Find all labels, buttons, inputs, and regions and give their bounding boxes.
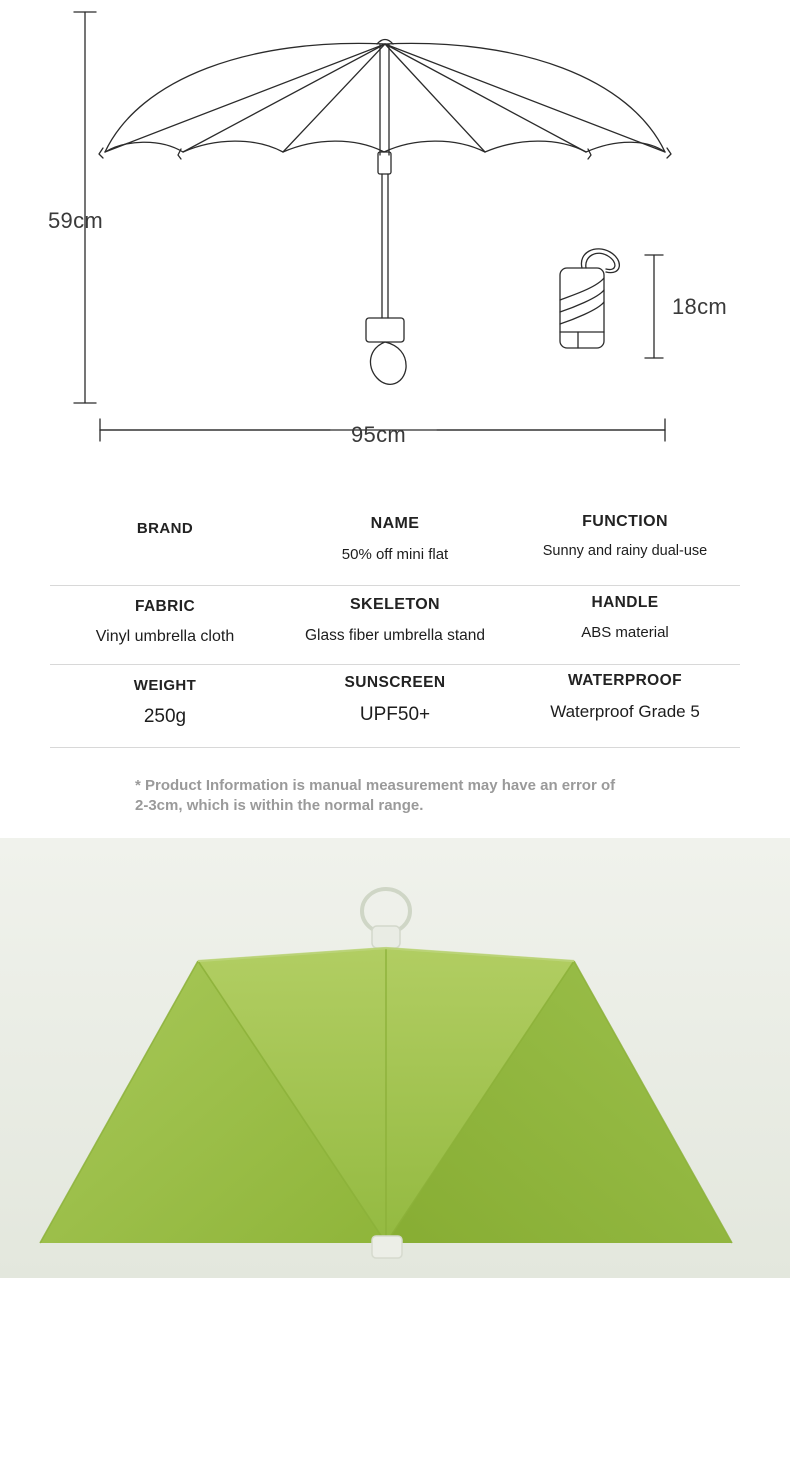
spec-table — [0, 480, 790, 748]
width-dimension-label: 95cm — [351, 422, 406, 447]
spec-row — [50, 588, 740, 665]
spec-key: FABRIC — [134, 598, 196, 615]
spec-value: ABS material — [581, 624, 669, 641]
product-photo — [0, 838, 790, 1278]
spec-value: Sunny and rainy dual-use — [542, 543, 708, 559]
spec-cell-skeleton — [280, 588, 510, 650]
spec-key: BRAND — [136, 520, 194, 537]
folded-dimension-label: 18cm — [672, 294, 727, 319]
spec-cell-name — [280, 510, 510, 571]
spec-key: SKELETON — [349, 596, 441, 613]
spec-row — [50, 667, 740, 748]
spec-row — [50, 510, 740, 586]
spec-value: 50% off mini flat — [341, 546, 449, 563]
spec-value: Vinyl umbrella cloth — [95, 628, 235, 645]
spec-key: WEIGHT — [133, 677, 197, 694]
spec-cell-fabric — [50, 588, 280, 650]
green-umbrella-illustration — [0, 838, 790, 1278]
spec-key: HANDLE — [591, 594, 659, 611]
spec-key: SUNSCREEN — [344, 674, 446, 691]
spec-value: 250g — [143, 706, 187, 727]
spec-value: Waterproof Grade 5 — [550, 702, 700, 721]
spec-cell-brand — [50, 510, 280, 571]
measurement-disclaimer: * Product Information is manual measurement may have an error of 2-3cm, which is within the normal range. — [135, 777, 616, 814]
umbrella-line-drawing — [0, 0, 790, 480]
dimension-diagram — [0, 0, 790, 480]
spec-cell-waterproof — [510, 667, 740, 733]
spec-value: Glass fiber umbrella stand — [304, 627, 486, 644]
height-dimension-label: 59cm — [48, 208, 103, 233]
spec-cell-handle — [510, 588, 740, 650]
spec-cell-weight — [50, 667, 280, 733]
spec-cell-sunscreen — [280, 667, 510, 733]
spec-key: NAME — [370, 515, 420, 532]
spec-cell-function — [510, 510, 740, 571]
spec-key: WATERPROOF — [568, 672, 682, 689]
spec-value: UPF50+ — [359, 704, 431, 725]
spec-key: FUNCTION — [582, 513, 668, 530]
